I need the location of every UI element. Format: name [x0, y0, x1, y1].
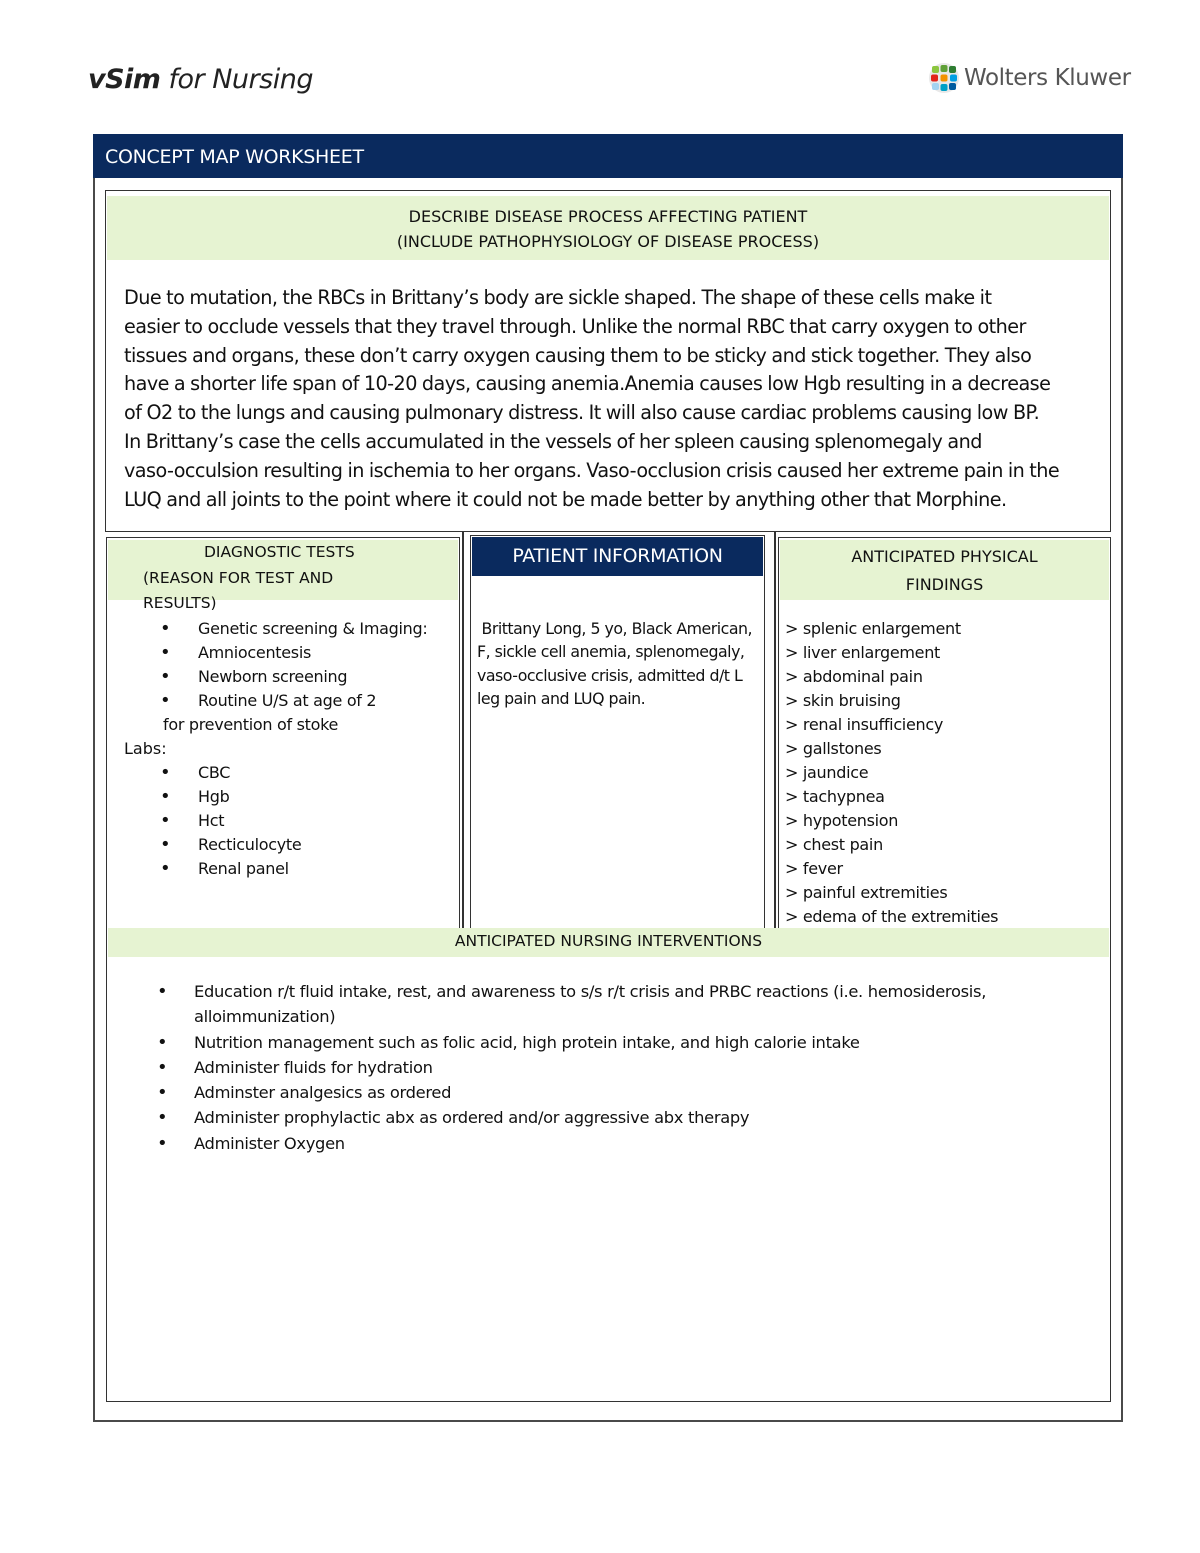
- diagnostic-heading-line2: (REASON FOR TEST AND: [143, 568, 334, 587]
- patient-info-heading: PATIENT INFORMATION: [472, 537, 763, 576]
- disease-process-line: Due to mutation, the RBCs in Brittany’s body are sickle shaped. The shape of these cells make it: [124, 286, 992, 309]
- list-item: • Education r/t fluid intake, rest, and awareness to s/s r/t crisis and PRBC reactions (i.e. hemosiderosis, alloimmunization): [157, 979, 1057, 1030]
- list-item: • Administer fluids for hydration: [157, 1055, 1057, 1080]
- nursing-interventions-list: [157, 979, 1057, 1156]
- screening-list: [160, 617, 427, 713]
- disease-process-heading-line2: (INCLUDE PATHOPHYSIOLOGY OF DISEASE PROCESS): [396, 232, 820, 251]
- nursing-interventions-heading: ANTICIPATED NURSING INTERVENTIONS: [108, 928, 1109, 957]
- list-item: > skin bruising: [785, 691, 901, 710]
- list-item: • CBC: [160, 761, 301, 785]
- disease-process-line: tissues and organs, these don’t carry oxygen causing them to be sticky and stick together. They also: [124, 343, 1032, 367]
- brand-v: vSim: [88, 64, 161, 95]
- screening-note: for prevention of stoke: [163, 715, 339, 734]
- diagnostic-heading-line1: DIAGNOSTIC TESTS: [204, 543, 355, 561]
- patient-info-line: vaso-occlusive crisis, admitted d/t L: [477, 665, 743, 685]
- list-item: • Genetic screening & Imaging:: [160, 617, 427, 641]
- list-item: > painful extremities: [785, 883, 948, 902]
- patient-info-box: [470, 535, 765, 932]
- list-item: > splenic enlargement: [785, 619, 961, 638]
- labs-label: Labs:: [124, 739, 167, 758]
- disease-process-line: In Brittany’s case the cells accumulated in the vessels of her spleen causing splenomegaly and: [124, 429, 982, 453]
- physical-findings-heading: [780, 540, 1109, 600]
- list-item: > edema of the extremities: [785, 907, 999, 926]
- list-item: > abdominal pain: [785, 667, 923, 686]
- list-item: • Administer Oxygen: [157, 1131, 1057, 1156]
- list-item: > hypotension: [785, 811, 899, 830]
- disease-process-line: vaso-occulsion resulting in ischemia to her organs. Vaso-occlusion crisis caused her extreme pain in the: [124, 458, 1060, 482]
- disease-process-line: easier to occlude vessels that they travel through. Unlike the normal RBC that carry oxygen to other: [124, 314, 1026, 338]
- publisher-logo: [928, 60, 1131, 96]
- disease-process-heading: [107, 196, 1109, 260]
- wolters-kluwer-globe-icon: [928, 62, 960, 94]
- list-item: • Recticulocyte: [160, 833, 301, 857]
- list-item: > tachypnea: [785, 787, 885, 806]
- list-item: • Hgb: [160, 785, 301, 809]
- patient-info-line: F, sickle cell anemia, splenomegaly,: [477, 642, 745, 662]
- labs-list: [160, 761, 301, 881]
- list-item: > liver enlargement: [785, 643, 941, 662]
- publisher-name: Wolters Kluwer: [964, 65, 1131, 91]
- list-item: • Amniocentesis: [160, 641, 427, 665]
- disease-process-line: have a shorter life span of 10-20 days, causing anemia.Anemia causes low Hgb resulting in a decrease: [124, 372, 1051, 396]
- list-item: • Routine U/S at age of 2: [160, 689, 427, 713]
- physical-findings-heading-line2: FINDINGS: [905, 575, 984, 594]
- list-item: > fever: [785, 859, 843, 878]
- list-item: • Renal panel: [160, 857, 301, 881]
- disease-process-line: of O2 to the lungs and causing pulmonary distress. It will also cause cardiac problems causing low BP.: [124, 401, 1040, 425]
- list-item: > jaundice: [785, 763, 869, 782]
- list-item: > gallstones: [785, 739, 882, 758]
- diagnostic-tests-heading: [108, 540, 458, 617]
- disease-process-text: [124, 284, 1114, 514]
- physical-findings-heading-line1: ANTICIPATED PHYSICAL: [851, 547, 1038, 566]
- physical-findings-list: [785, 617, 998, 929]
- list-item: • Adminster analgesics as ordered: [157, 1080, 1057, 1105]
- worksheet-title: CONCEPT MAP WORKSHEET: [93, 134, 1123, 178]
- disease-process-line: LUQ and all joints to the point where it could not be made better by anything other that Morphine.: [124, 487, 1007, 511]
- patient-info-line: Brittany Long, 5 yo, Black American,: [477, 619, 753, 638]
- brand-rest: for Nursing: [160, 64, 313, 95]
- list-item: • Administer prophylactic abx as ordered and/or aggressive abx therapy: [157, 1105, 1057, 1130]
- list-item: • Nutrition management such as folic acid, high protein intake, and high calorie intake: [157, 1030, 1057, 1055]
- list-item: • Hct: [160, 809, 301, 833]
- patient-info-text: [477, 617, 767, 710]
- list-item: • Newborn screening: [160, 665, 427, 689]
- list-item: > chest pain: [785, 835, 883, 854]
- list-item: > renal insufficiency: [785, 715, 944, 734]
- patient-info-line: leg pain and LUQ pain.: [477, 688, 646, 708]
- vsim-brand-logo: [88, 64, 313, 95]
- diagnostic-heading-line3: RESULTS): [143, 594, 217, 612]
- disease-process-heading-line1: DESCRIBE DISEASE PROCESS AFFECTING PATIENT: [408, 207, 808, 226]
